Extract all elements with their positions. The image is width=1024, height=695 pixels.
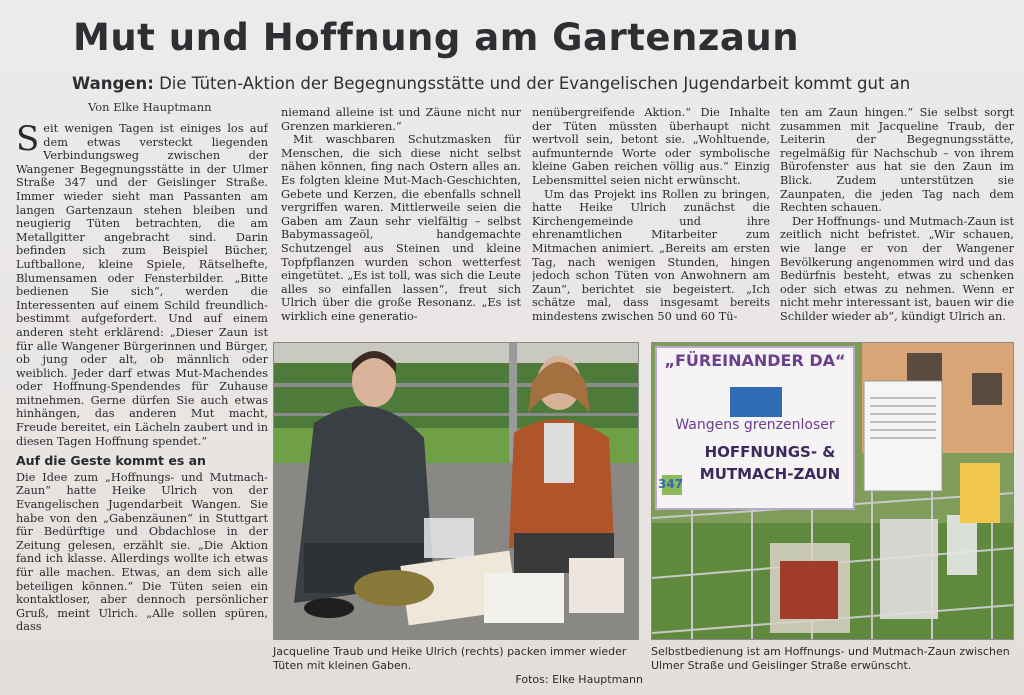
byline: Von Elke Hauptmann	[88, 100, 212, 114]
subhead-place: Wangen:	[72, 74, 154, 93]
paragraph: Der Hoffnungs- und Mutmach-Zaun ist zeitlich nicht befristet. „Wir schauen, wie lange er von der Wangener Bevölkerung angenommen wird und das Bedürfnis besteht, etwas zu schenken oder sich etwas zu nehmen. Wenn er nicht mehr interessant ist, bauen wir die Schilder wieder ab“, kündigt Ulrich an.	[780, 214, 1014, 323]
paragraph: nenübergreifende Aktion.“ Die Inhalte der Tüten müssten überhaupt nicht wertvoll sein, betont sie. „Wohltuende, aufmunternde Worte oder symbolische kleine Gaben reichen völlig aus.“ Einzig Lebensmittel seien nicht erwünscht.	[532, 106, 770, 187]
paragraph: Um das Projekt ins Rollen zu bringen, hatte Heike Ulrich zunächst die Kirchengemeinde und ihre ehrenamtlichen Mitarbeiter zum Mitmachen animiert. „Bereits am ersten Tag, nach wenigen Stunden, hingen jedoch schon Tüten von Anwohnern am Zaun“, berichtet sie begeistert. „Ich schätze mal, dass insgesamt bereits mindestens zwischen 50 und 60 Tü-	[532, 187, 770, 323]
photo-illustration	[274, 343, 639, 640]
headline: Mut und Hoffnung am Gartenzaun	[73, 16, 800, 59]
article-column-4	[780, 106, 1014, 338]
paragraph: niemand alleine ist und Zäune nicht nur Grenzen markieren.“	[281, 106, 521, 133]
paragraph	[16, 122, 268, 448]
paragraph: Die Idee zum „Hoffnungs- und Mutmach-Zaun“ hatte Heike Ulrich von der Evangelischen Jugendarbeit Wangen. Sie habe von den „Gabenzäunen“ in Stuttgart für Bedürftige und Obdachlose in der Zeitung gelesen, erzählt sie. „Die Aktion fand ich klasse. Allerdings wollte ich etwas für alle machen. Etwas, an dem sich alle beteiligen können.“ Die Tüten seien ein kontaktloser, aber dennoch persönlicher Gruß, meint Ulrich. „Alle sollen spüren, dass	[16, 470, 268, 634]
sign-badge: 347	[658, 477, 684, 491]
photo-women-packing-bags	[273, 342, 639, 640]
paragraph-text: eit wenigen Tagen ist einiges los auf dem etwas versteckt liegenden Verbindungsweg zwischen der Wangener Begegnungsstätte in der Ulmer Straße 347 und der Geislinger Straße. Immer wieder sieht man Passanten am langen Gartenzaun stehen bleiben und neugierig Tüten betrachten, die am Metallgitter angebracht sind. Darin befinden sich zum Beispiel Bücher, Luftballone, kleine Spiele, Rätselhefte, Blumensamen oder Fensterbilder. „Bitte bedienen Sie sich“, werden die Interessenten auf einem Schild freundlich-bestimmt aufgefordert. Und auf einem anderen steht erklärend: „Dieser Zaun ist für alle Wangener Bürgerinnen und Bürger, ob jung oder alt, ob männlich oder weiblich. Jeder darf etwas Mut-Machendes oder Hoffnung-Spendendes für Zuhause mitnehmen. Gerne dürfen Sie auch etwas hinhängen, das anderen Mut macht, Freude bereitet, ein Lächeln zaubert und in diesen Tagen Hoffnung spendet.“	[16, 122, 268, 448]
sign-line-hope: HOFFNUNGS- &	[704, 443, 836, 461]
photo-illustration	[652, 343, 1014, 640]
paragraph: Mit waschbaren Schutzmasken für Menschen, die sich diese nicht selbst nähen können, fing nach Ostern alles an. Es folgten kleine Mut-Mach-Geschichten, Gebete und Kerzen, die ebenfalls schnell vergriffen waren. Mittlerweile seien die Gaben am Zaun sehr vielfältig – selbst Babymassageöl, handgemachte Schutzengel aus Steinen und kleine Topfpflanzen wurden schon wetterfest eingetütet. „Es ist toll, was sich die Leute alles so einfallen lassen“, freut sich Ulrich über die große Resonanz. „Es ist wirklich eine generatio-	[281, 133, 521, 323]
photo-fence-with-sign	[651, 342, 1014, 640]
photo-caption-2: Selbstbedienung ist am Hoffnungs- und Mutmach-Zaun zwischen Ulmer Straße und Geislinger Straße erwünscht.	[651, 645, 1010, 672]
section-heading: Auf die Geste kommt es an	[16, 453, 206, 469]
paragraph: ten am Zaun hingen.“ Sie selbst sorgt zusammen mit Jacqueline Traub, der Leiterin der Begegnungsstätte, regelmäßig für Nachschub – von ihrem Bürofenster aus hat sie den Zaun im Blick. Zudem unterstützen sie Zaunpaten, die jeden Tag nach dem Rechten schauen.	[780, 106, 1014, 215]
subhead-text: Die Tüten-Aktion der Begegnungsstätte und der Evangelischen Jugendarbeit kommt gut an	[153, 74, 911, 93]
photo-credit: Fotos: Elke Hauptmann	[515, 673, 643, 686]
sign-line-fence: MUTMACH-ZAUN	[699, 465, 841, 483]
drop-cap: S	[16, 122, 40, 159]
article-column-3	[532, 106, 770, 338]
photo-caption-1	[273, 645, 643, 687]
caption-text: Jacqueline Traub und Heike Ulrich (rechts) packen immer wieder Tüten mit kleinen Gaben.	[273, 645, 627, 672]
subheadline	[72, 74, 1012, 93]
sign-title: „FÜREINANDER DA“	[664, 351, 846, 370]
article-column-2	[281, 106, 521, 338]
article-column-1	[16, 122, 268, 682]
sign-subtitle: Wangens grenzenloser	[675, 417, 835, 433]
